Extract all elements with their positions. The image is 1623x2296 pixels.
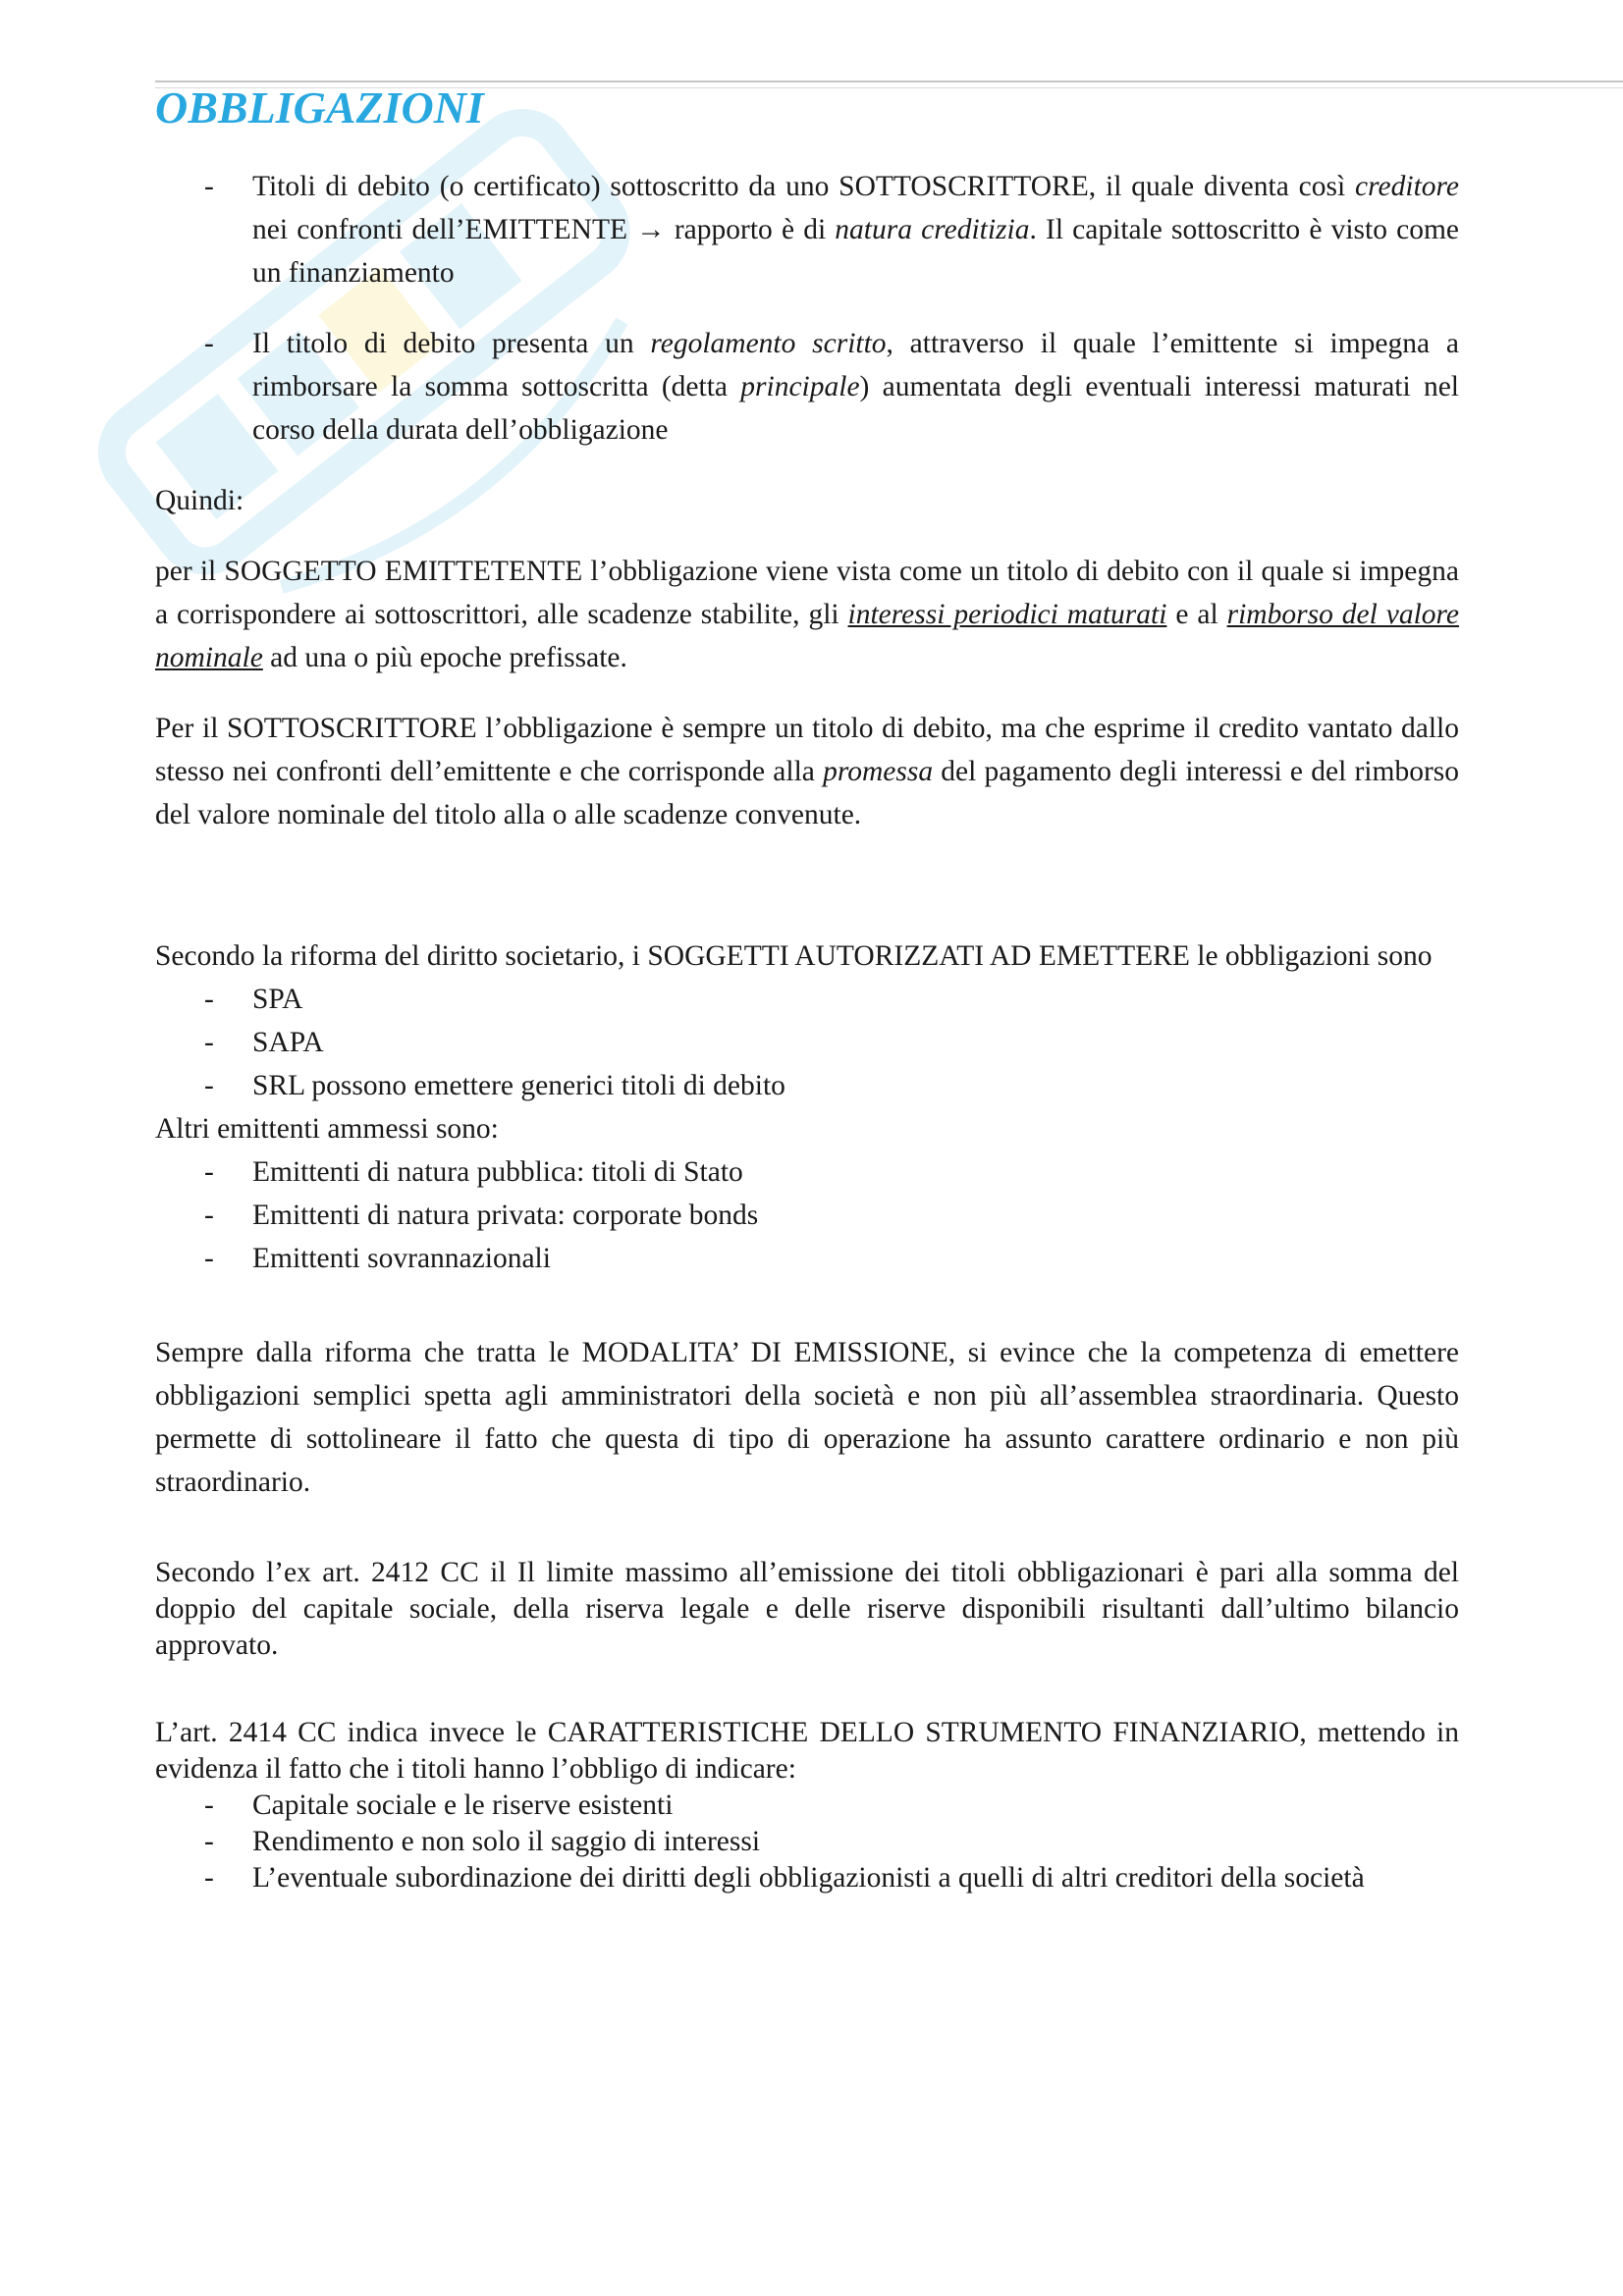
list-item: - Emittenti di natura privata: corporate bonds bbox=[155, 1194, 1459, 1237]
document-body bbox=[155, 165, 1459, 1896]
list-dash: - bbox=[204, 1826, 214, 1857]
list-dash: - bbox=[204, 1027, 214, 1058]
underlined-term: interessi periodici maturati bbox=[847, 599, 1167, 630]
list-dash: - bbox=[204, 328, 214, 359]
list-item: - Emittenti sovrannazionali bbox=[155, 1237, 1459, 1280]
list-dash: - bbox=[204, 1070, 214, 1101]
limite-paragraph: Secondo l’ex art. 2412 CC il Il limite massimo all’emissione dei titoli obbligazionari è pari alla somma del doppio del capitale sociale, della riserva legale e delle riserve disponibili risultanti dall’ultimo bilancio approvato. bbox=[155, 1557, 1459, 1661]
list-item: - L’eventuale subordinazione dei diritti degli obbligazionisti a quelli di altri creditori della società bbox=[155, 1860, 1459, 1896]
list-dash: - bbox=[204, 984, 214, 1015]
list-item: - SAPA bbox=[155, 1021, 1459, 1064]
soggetti-list bbox=[155, 978, 1459, 1107]
list-dash: - bbox=[204, 1200, 214, 1231]
list-item: - Titoli di debito (o certificato) sottoscritto da uno SOTTOSCRITTORE, il quale diventa così creditore nei confronti dell’EMITTENTE → rapporto è di natura creditizia. Il capitale sottoscritto è visto come un finanziamento bbox=[155, 165, 1459, 294]
caratteristiche-paragraph: L’art. 2414 CC indica invece le CARATTERISTICHE DELLO STRUMENTO FINANZIARIO, mettendo in evidenza il fatto che i titoli hanno l’obbligo di indicare: bbox=[155, 1717, 1459, 1785]
list-dash: - bbox=[204, 1789, 214, 1821]
list-item: - SRL possono emettere generici titoli di debito bbox=[155, 1064, 1459, 1107]
page-title: OBBLIGAZIONI bbox=[155, 82, 484, 133]
emittente-paragraph: per il SOGGETTO EMITTETENTE l’obbligazione viene vista come un titolo di debito con il quale si impegna a corrispondere ai sottoscrittori, alle scadenze stabilite, gli interessi periodici maturati e al rimborso del valore nominale ad una o più epoche prefissate. bbox=[155, 556, 1460, 673]
list-item: - SPA bbox=[155, 978, 1459, 1021]
list-item: - Rendimento e non solo il saggio di interessi bbox=[155, 1824, 1459, 1860]
list-item: - Il titolo di debito presenta un regolamento scritto, attraverso il quale l’emittente si impegna a rimborsare la somma sottoscritta (detta principale) aumentata degli eventuali interessi maturati nel corso della durata dell’obbligazione bbox=[155, 322, 1459, 452]
list-dash: - bbox=[204, 1243, 214, 1274]
sottoscrittore-paragraph: Per il SOTTOSCRITTORE l’obbligazione è sempre un titolo di debito, ma che esprime il credito vantato dallo stesso nei confronti dell’emittente e che corrisponde alla promessa del pagamento degli interessi e del rimborso del valore nominale del titolo alla o alle scadenze convenute. bbox=[155, 713, 1459, 830]
list-dash: - bbox=[204, 171, 214, 202]
quindi-label: Quindi: bbox=[155, 485, 244, 516]
soggetti-intro: Secondo la riforma del diritto societario, i SOGGETTI AUTORIZZATI AD EMETTERE le obbligazioni sono bbox=[155, 940, 1433, 972]
list-dash: - bbox=[204, 1156, 214, 1188]
altri-intro: Altri emittenti ammessi sono: bbox=[155, 1113, 499, 1145]
underlined-term: rimborso del valore nominale bbox=[155, 599, 1460, 673]
list-item: - Capitale sociale e le riserve esistenti bbox=[155, 1788, 1459, 1824]
list-item: - Emittenti di natura pubblica: titoli di Stato bbox=[155, 1150, 1459, 1194]
modalita-paragraph: Sempre dalla riforma che tratta le MODALITA’ DI EMISSIONE, si evince che la competenza di emettere obbligazioni semplici spetta agli amministratori della società e non più all’assemblea straordinaria. Questo permette di sottolineare il fatto che questa di tipo di operazione ha assunto carattere ordinario e non più straordinario. bbox=[155, 1337, 1459, 1498]
list-dash: - bbox=[204, 1862, 214, 1894]
caratteristiche-list bbox=[155, 1788, 1459, 1896]
intro-bullet-list bbox=[155, 165, 1459, 452]
altri-list bbox=[155, 1150, 1459, 1280]
